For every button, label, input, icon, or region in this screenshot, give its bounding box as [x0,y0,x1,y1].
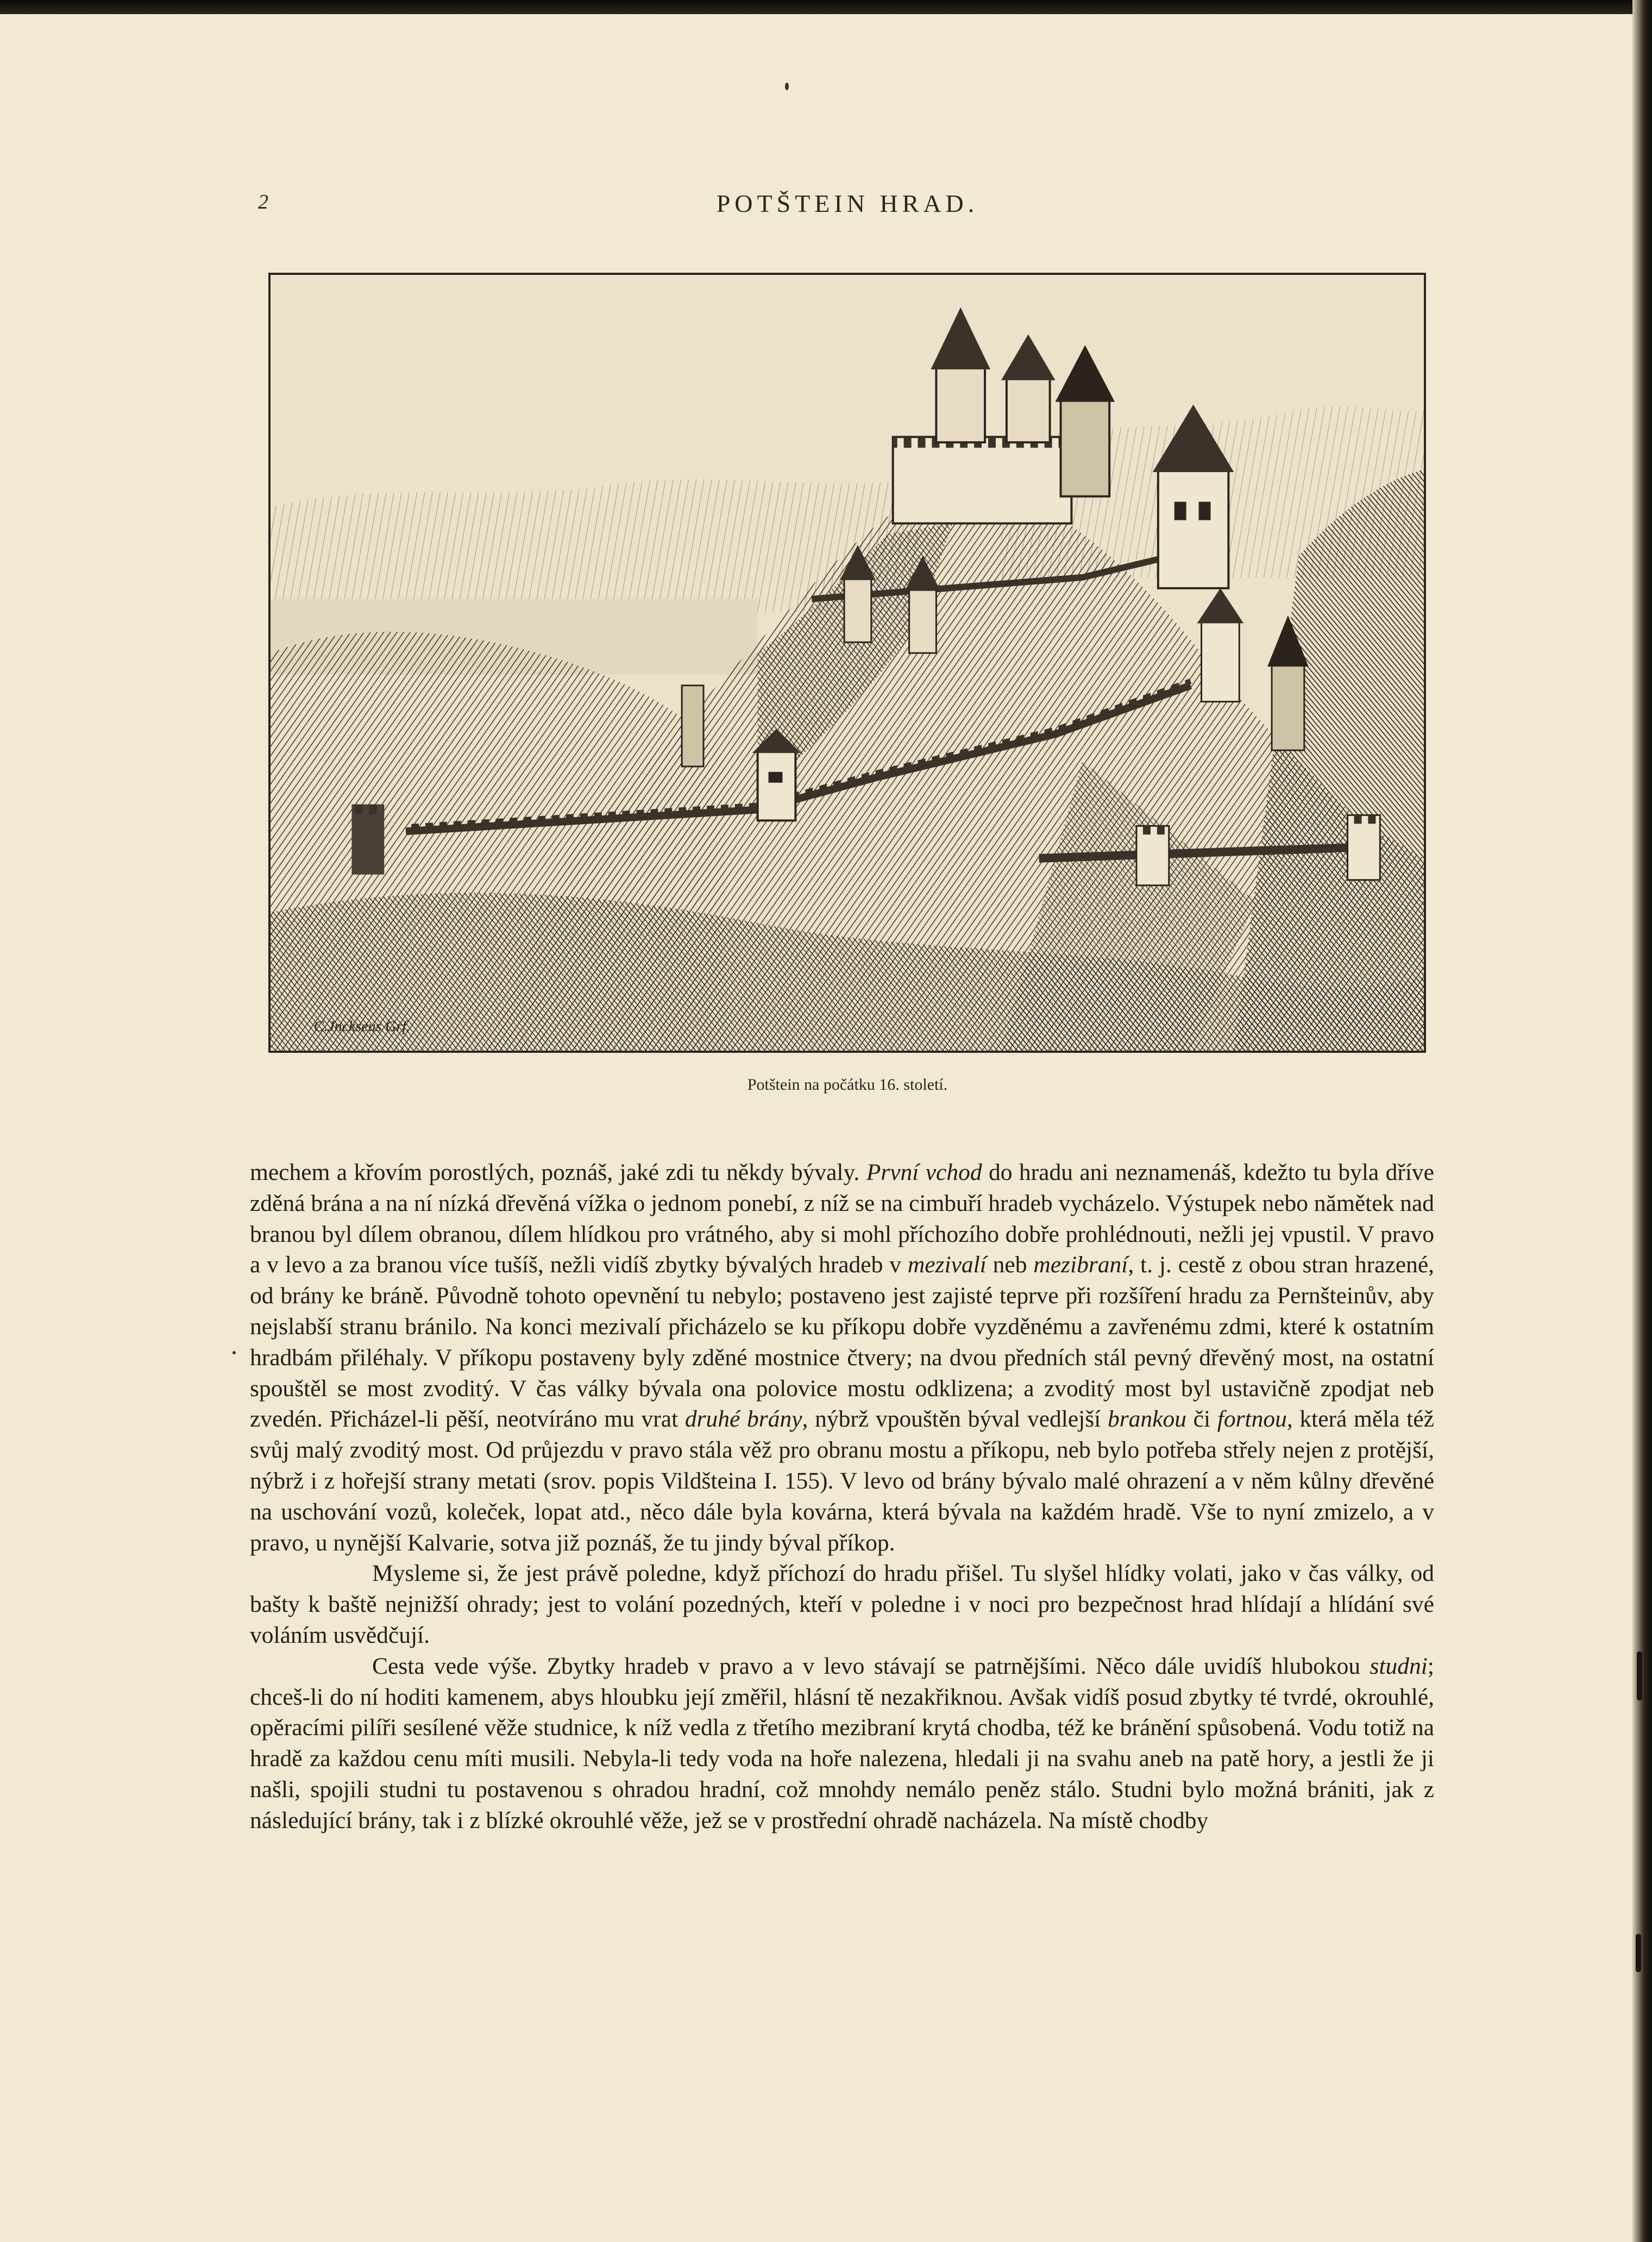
upper-gatehouse [1158,469,1229,588]
italic-term: brankou [1107,1406,1186,1433]
castle-palace [893,437,1072,523]
italic-term: fortnou [1217,1406,1287,1433]
edge-mark [1637,1651,1642,1700]
running-head: POTŠTEIN HRAD. [716,190,979,217]
text-run: či [1186,1406,1217,1433]
watch-tower [682,686,703,767]
text-run: , t. j. cestě z obou stran hrazené, od brány ke bráně. Původně tohoto opevnění tu nebylo; postaveno jest zajisté teprve při rozšíření hradu za Pernšteinův, aby nejslabší stranu bránilo. Na konci mezivalí přicházelo se ku příkopu dobře vyzděnému a zavřenému zdmi, které k ostatním hradbám přiléhaly. V příkopu postaveny byly zděné mostnice čtvery; na dvou předních stál pevný dřevěný most, na ostatní spouštěl se most zvoditý. V čas války bývala ona polovice mostu odklizena; a zvoditý most byl ustavičně zpodjat neb zvedén. Přicházel-li pěší, neotvíráno mu vrat [250,1252,1434,1433]
paragraph [250,1157,1434,1558]
text-run: do hradu ani neznamenáš, kdežto tu byla dříve zděná brána a na ní nízká dřevěná vížka o jednom ponebí, z níž se na cimbuří hradeb vycházelo. Výstupek nebo nămětek nad branou byl dílem obranou, dílem hlídkou pro vrátného, aby si mohl příchozího dobře prohlédnouti, nežli jej vpustil. V pravo a v levo a za branou více tušíš, nežli vidíš zbytky bývalých hradeb v [250,1159,1434,1278]
italic-term: studni [1370,1653,1428,1679]
chapel-tower [1061,399,1110,497]
text-run: ; chceš-li do ní hoditi kamenem, abys hloubku její změřil, hlásní tě nezakřiknou. Avšak vidíš posud zbytky té tvrdé, okrouhlé, opěracími pilíři sesílené věže studnice, k níž vedla z třetího mezibraní krytá chodba, též ke bránění spůsobená. Vodu totiž na hradě za každou cenu míti musili. Nebyla-li tedy voda na hoře nalezena, hledali ji na svahu aneb na patě hory, a jestli že ji našli, spojili studni tu postavenou s ohradou hradní, což mnohdy nemálo peněz stálo. Studni bylo možná brániti, jak z následující brány, tak i z blízké okrouhlé věže, jež se v prostřední ohradě nacházela. Na místě chodby [250,1653,1434,1833]
gatehouse-window [1199,502,1211,520]
text-run: mechem a křovím porostlých, poznáš, jaké zdi tu někdy bývaly. [250,1159,866,1185]
italic-term: mezibraní [1033,1252,1128,1278]
text-run: , která měla též svůj malý zvoditý most. Od průjezdu v pravo stála věž pro obranu mostu a příkopu, neb bylo potřeba střely nejen z protější, nýbrž i z hořejší strany metati (srov. popis Vildšteina I. 155). V levo od brány bývalo malé ohrazení a v něm kůlny dřevěné na uschování vozů, koleček, lopat atd., něco dále byla kovárna, která bývala na každém hradě. Vše to nyní zmizelo, a v pravo, u nynější Kalvarie, sotva již poznáš, že tu jindy býval příkop. [250,1406,1434,1556]
figure-caption: Potštein na počátku 16. století. [747,1076,948,1094]
gate-tower [758,750,796,820]
castle-illustration [271,275,1424,1051]
body-text [250,1157,1434,1836]
italic-term: druhé brány [684,1406,802,1433]
gatehouse-window [1174,502,1186,520]
turret [844,577,871,642]
text-run: Mysleme si, že jest právě poledne, když příchozí do hradu přišel. Tu slyšel hlídky volati, jako v čas války, od bašty k baště nejnižší ohrady; jest to volání pozedných, kteří v poledne i v noci pro bezpečnost hrad hlídají a hlídání své voláním usvědčují. [250,1560,1434,1648]
ink-speck [233,1351,236,1354]
round-tower [351,805,384,875]
spire-tower [1272,664,1304,750]
italic-term: mezivalí [907,1252,987,1278]
castle-engraving [268,273,1426,1053]
lower-tower-battlement [1136,826,1169,834]
keep-tower [936,367,985,442]
corner-tower-battlement [1348,815,1380,824]
paragraph [250,1651,1434,1836]
italic-term: První vchod [866,1159,982,1185]
gate-tower-window [769,772,783,783]
edge-mark [1636,1934,1641,1972]
gate-turret [1202,620,1240,701]
turret [909,588,937,653]
page-number: 2 [258,191,268,213]
side-tower [1007,378,1050,442]
text-run: , nýbrž vpouštěn býval vedlejší [802,1406,1108,1433]
paragraph [250,1558,1434,1650]
round-tower-battlement [351,805,384,814]
right-scan-edge [1632,0,1652,2242]
ink-speck [785,83,789,90]
artist-signature: C.Jnckseus Grf. [313,1018,411,1035]
lower-tower [1136,826,1169,885]
text-run: Cesta vede výše. Zbytky hradeb v pravo a v levo stávají se patrnějšími. Něco dále uvidíš hlubokou [372,1653,1370,1679]
text-run: neb [986,1252,1034,1278]
corner-tower [1348,815,1380,880]
top-scan-edge [0,0,1652,14]
